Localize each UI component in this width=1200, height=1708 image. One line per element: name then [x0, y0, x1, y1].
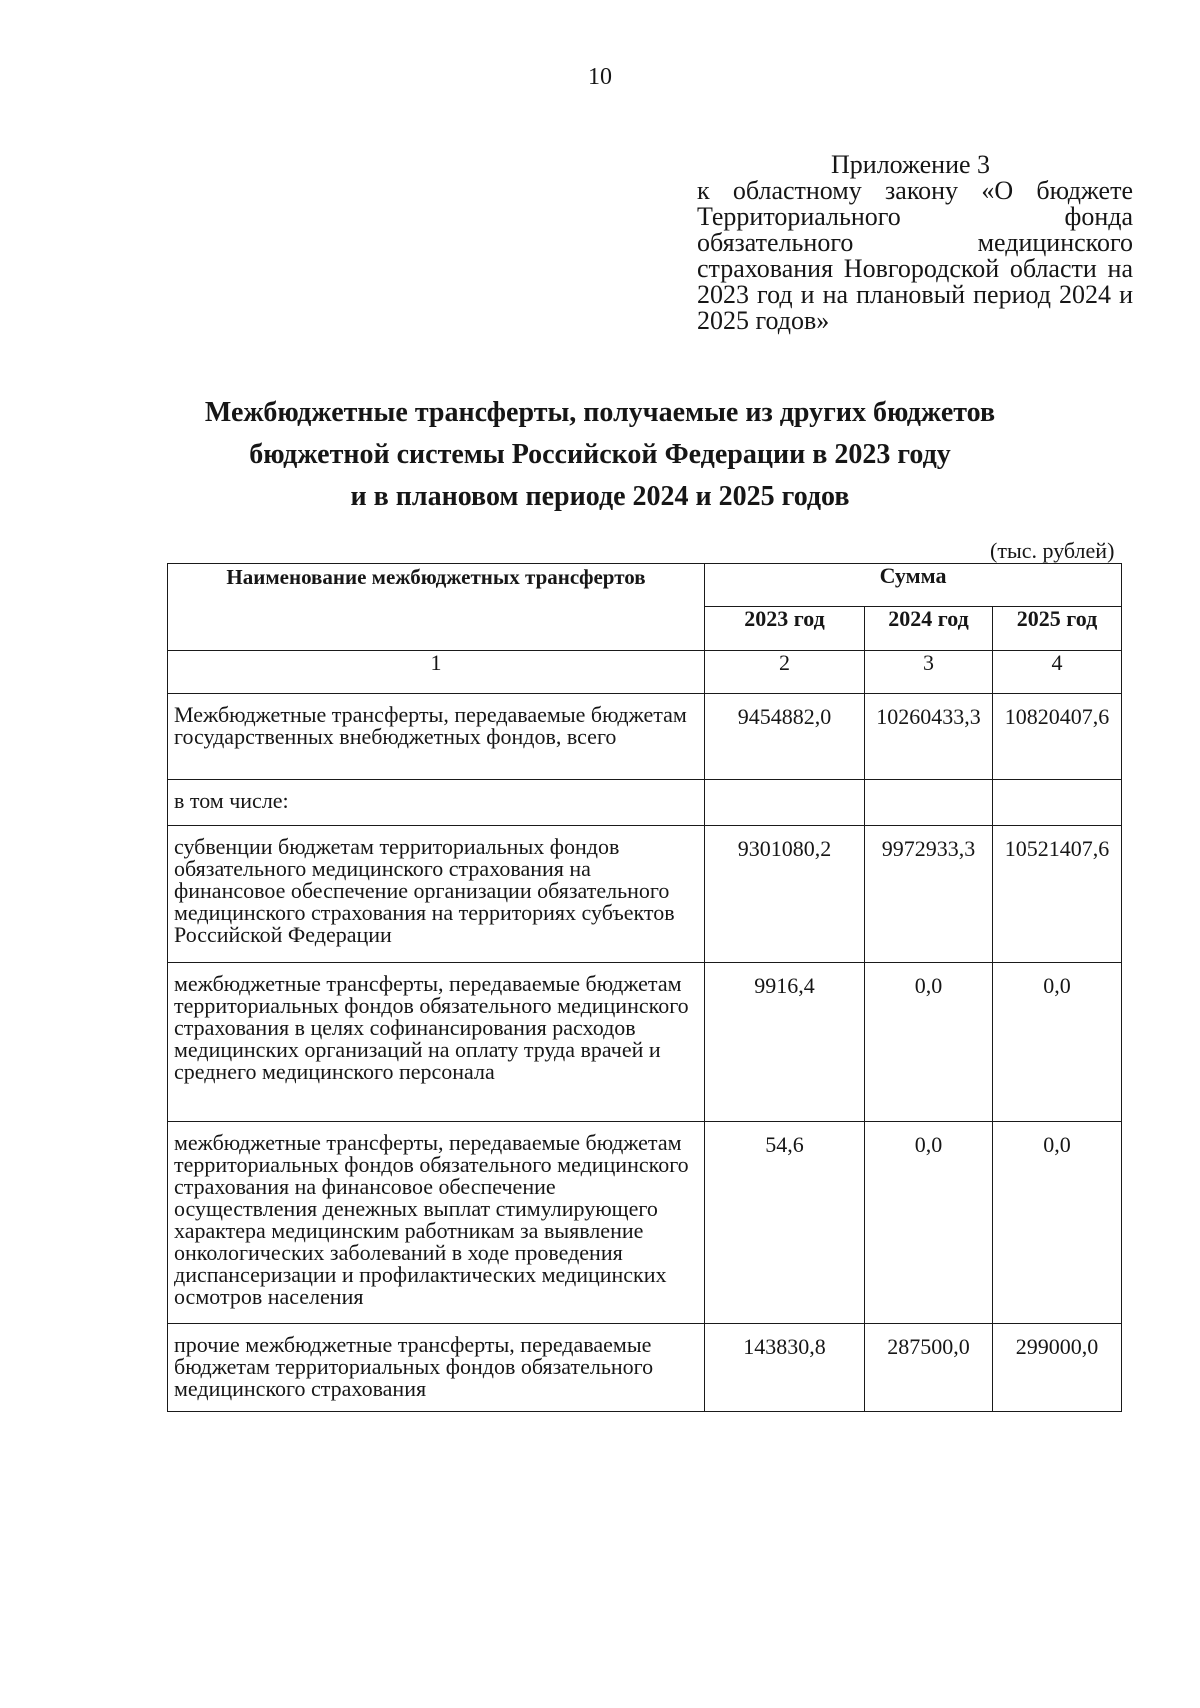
value-2025: 299000,0: [993, 1324, 1122, 1412]
value-2024: 287500,0: [865, 1324, 993, 1412]
header-year-2024: 2024 год: [865, 607, 993, 651]
value-2023: 54,6: [705, 1122, 865, 1324]
value-2025: 10521407,6: [993, 826, 1122, 963]
value-2025: 0,0: [993, 963, 1122, 1122]
transfers-table: [167, 563, 1122, 1412]
appendix-header: [697, 152, 1133, 334]
value-2023: [705, 780, 865, 826]
column-number: 4: [993, 651, 1122, 694]
column-number: 2: [705, 651, 865, 694]
column-number: 3: [865, 651, 993, 694]
appendix-body: к областному закону «О бюджете Территориального фонда обязательного медицинского страхования Новгородской области на 2023 год и на плановый период 2024 и 2025 годов»: [697, 176, 1133, 335]
column-number: 1: [168, 651, 705, 694]
table-row: [168, 826, 1122, 963]
value-2023: 9301080,2: [705, 826, 865, 963]
table-header-row: [168, 564, 1122, 607]
table-row: [168, 780, 1122, 826]
header-year-2025: 2025 год: [993, 607, 1122, 651]
value-2024: 0,0: [865, 963, 993, 1122]
value-2025: 0,0: [993, 1122, 1122, 1324]
document-title-line: бюджетной системы Российской Федерации в 2023 году: [249, 439, 951, 470]
value-2024: 10260433,3: [865, 694, 993, 780]
page-number: 10: [588, 64, 612, 90]
unit-note: (тыс. рублей): [990, 538, 1115, 563]
table-row: [168, 694, 1122, 780]
value-2025: [993, 780, 1122, 826]
row-name: прочие межбюджетные трансферты, передаваемые бюджетам территориальных фондов обязательного медицинского страхования: [168, 1324, 705, 1412]
header-sum: Сумма: [705, 564, 1122, 607]
header-name: Наименование межбюджетных трансфертов: [168, 564, 705, 651]
value-2023: 143830,8: [705, 1324, 865, 1412]
table-row: [168, 963, 1122, 1122]
row-name: межбюджетные трансферты, передаваемые бюджетам территориальных фондов обязательного медицинского страхования на финансовое обеспечение осуществления денежных выплат стимулирующего характера медицинским работникам за выявление онкологических заболеваний в ходе проведения диспансеризации и профилактических медицинских осмотров населения: [168, 1122, 705, 1324]
row-name: в том числе:: [168, 780, 705, 826]
document-title-line: и в плановом периоде 2024 и 2025 годов: [350, 481, 850, 512]
document-title: [0, 392, 1200, 518]
value-2023: 9454882,0: [705, 694, 865, 780]
value-2024: 9972933,3: [865, 826, 993, 963]
appendix-title: Приложение 3: [831, 150, 991, 179]
row-name: субвенции бюджетам территориальных фондов обязательного медицинского страхования на финансовое обеспечение организации обязательного медицинского страхования на территориях субъектов Российской Федерации: [168, 826, 705, 963]
value-2024: [865, 780, 993, 826]
value-2024: 0,0: [865, 1122, 993, 1324]
row-name: межбюджетные трансферты, передаваемые бюджетам территориальных фондов обязательного медицинского страхования в целях софинансирования расходов медицинских организаций на оплату труда врачей и среднего медицинского персонала: [168, 963, 705, 1122]
value-2023: 9916,4: [705, 963, 865, 1122]
row-name: Межбюджетные трансферты, передаваемые бюджетам государственных внебюджетных фондов, всего: [168, 694, 705, 780]
header-year-2023: 2023 год: [705, 607, 865, 651]
column-number-row: [168, 651, 1122, 694]
table-row: [168, 1122, 1122, 1324]
table-row: [168, 1324, 1122, 1412]
value-2025: 10820407,6: [993, 694, 1122, 780]
document-title-line: Межбюджетные трансферты, получаемые из других бюджетов: [204, 397, 996, 428]
